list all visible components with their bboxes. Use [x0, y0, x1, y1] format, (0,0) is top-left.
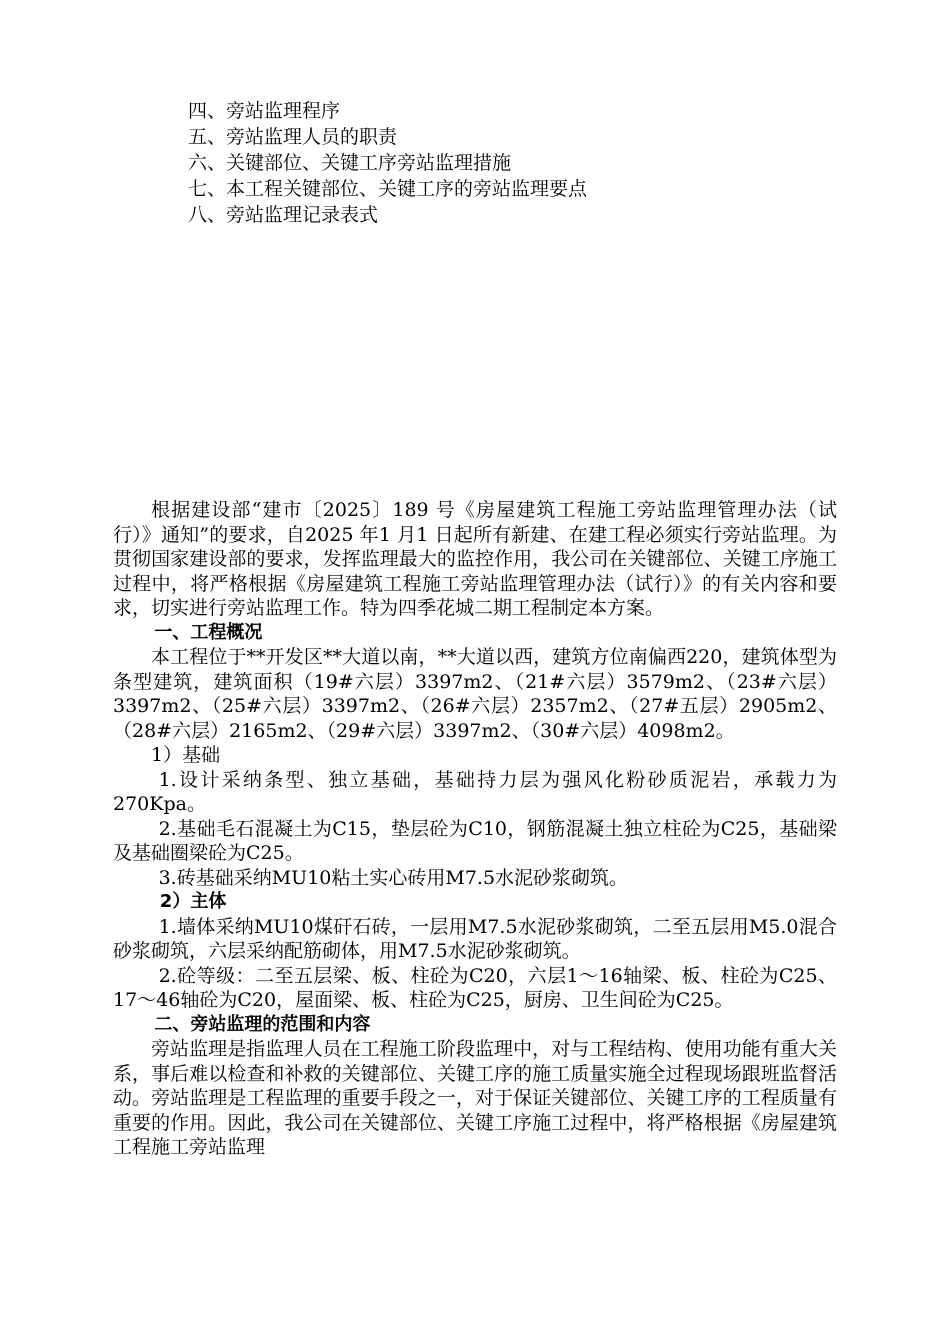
overview-paragraph: 本工程位于**开发区**大道以南，**大道以西，建筑方位南偏西220，建筑体型为条型建筑，建筑面积（19#六层）3397m2、（21#六层）3579m2、（23#六层）3397m2、（25#六层）3397m2、（26#六层）2357m2、（27#五层）2905m2、（28#六层）2165m2、（29#六层）3397m2、（30#六层）4098m2。: [113, 646, 838, 742]
foundation-item: 1.设计采纳条型、独立基础，基础持力层为强风化粉砂质泥岩，承载力为270Kpa。: [113, 768, 837, 815]
table-of-contents: [188, 98, 587, 228]
intro-paragraph: 根据建设部“建市〔2025〕189 号《房屋建筑工程施工旁站监理管理办法（试行）》通知”的要求，自2025 年1 月1 日起所有新建、在建工程必须实行旁站监理。为贯彻国家建设部的要求，发挥监理最大的监控作用，我公司在关键部位、关键工序施工过程中，将严格根据《房屋建筑工程施工旁站监理管理办法（试行）》的有关内容和要求，切实进行旁站监理工作。特为四季花城二期工程制定本方案。: [113, 499, 837, 619]
document-body: [113, 498, 837, 1160]
main-structure-item: 1.墙体采纳MU10煤矸石砖，一层用M7.5水泥砂浆砌筑，二至五层用M5.0混合砂浆砌筑，六层采纳配筋砌体，用M7.5水泥砂浆砌筑。: [113, 915, 837, 962]
main-structure-item: 2.砼等级：二至五层梁、板、柱砼为C20，六层1～16轴梁、板、柱砼为C25、17～46轴砼为C20，屋面梁、板、柱砼为C25，厨房、卫生间砼为C25。: [113, 964, 837, 1011]
main-structure-subheading: 2）主体: [159, 891, 227, 912]
toc-item: 七、本工程关键部位、关键工序的旁站监理要点: [188, 178, 588, 200]
foundation-item: 3.砖基础采纳MU10粘土实心砖用M7.5水泥砂浆砌筑。: [158, 866, 629, 889]
toc-item: 五、旁站监理人员的职责: [188, 126, 398, 148]
section-heading-scope: 二、旁站监理的范围和内容: [154, 1013, 371, 1035]
toc-item: 四、旁站监理程序: [188, 100, 341, 122]
toc-item: 六、关键部位、关键工序旁站监理措施: [188, 152, 512, 174]
foundation-subheading: 1）基础: [151, 744, 221, 766]
section-heading-overview: 一、工程概况: [154, 621, 263, 643]
foundation-item: 2.基础毛石混凝土为C15，垫层砼为C10，钢筋混凝土独立柱砼为C25，基础梁及基础圈梁砼为C25。: [113, 817, 837, 864]
scope-paragraph: 旁站监理是指监理人员在工程施工阶段监理中，对与工程结构、使用功能有重大关系，事后难以检查和补救的关键部位、关键工序的施工质量实施全过程现场跟班监督活动。旁站监理是工程监理的重要手段之一，对于保证关键部位、关键工序的工程质量有重要的作用。因此，我公司在关键部位、关键工序施工过程中，将严格根据《房屋建筑工程施工旁站监理: [113, 1038, 837, 1158]
toc-item: 八、旁站监理记录表式: [188, 204, 379, 226]
